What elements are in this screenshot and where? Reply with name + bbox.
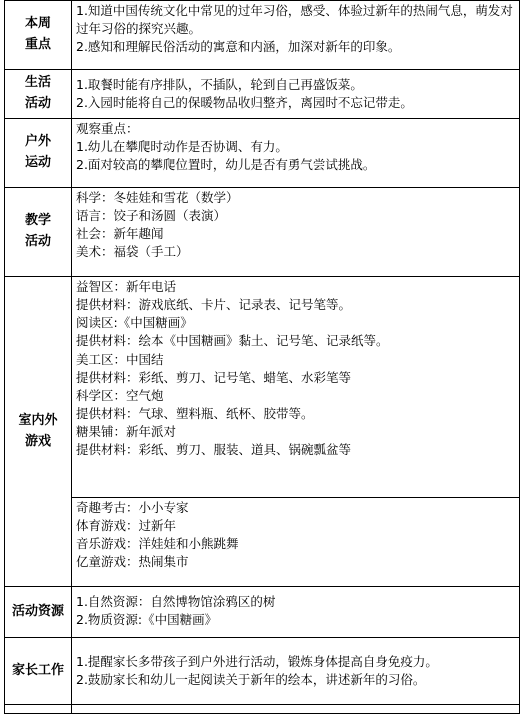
text-line: 糖果铺：新年派对	[76, 424, 177, 439]
label-line: 生活	[24, 75, 51, 91]
outdoor-games-content	[72, 498, 520, 587]
table-row	[5, 638, 520, 705]
label-line: 活动	[24, 96, 51, 111]
weekly-focus-content	[72, 1, 520, 70]
row-label-teaching	[5, 188, 72, 277]
table-row	[5, 498, 520, 587]
text-line: 1.知道中国传统文化中常见的过年习俗，感受、体验过新年的热闹气息，萌发对过年习俗的探究兴趣。	[76, 3, 513, 37]
table-row	[5, 277, 520, 498]
label-line: 运动	[24, 155, 51, 170]
table-row	[5, 188, 520, 277]
text-line: 提供材料：彩纸、剪刀、服装、道具、锅碗瓢盆等	[76, 442, 352, 458]
text-line: 益智区：新年电话	[76, 279, 177, 294]
text-line: 语言：饺子和汤圆（表演）	[76, 208, 227, 224]
text-line: 亿童游戏：热闹集市	[76, 554, 189, 570]
table-row	[5, 70, 520, 119]
table-row	[5, 705, 520, 714]
text-line: 2.感知和理解民俗活动的寓意和内涵，加深对新年的印象。	[76, 39, 401, 55]
daily-life-content	[72, 70, 520, 119]
text-line: 体育游戏：过新年	[76, 518, 177, 534]
label-line: 教学	[24, 213, 51, 229]
label-line: 游戏	[24, 433, 51, 449]
row-label-outdoor-sport	[5, 119, 72, 188]
empty-cell	[5, 705, 72, 714]
table-row	[5, 587, 520, 638]
label-line: 本周	[24, 16, 51, 32]
label-line: 户外	[24, 134, 51, 150]
text-line: 美工区：中国结	[76, 351, 164, 367]
indoor-games-content	[72, 277, 520, 498]
label-line: 室内外	[18, 412, 58, 428]
text-line: 奇趣考古：小小专家	[76, 500, 189, 515]
text-line: 社会：新年趣闻	[76, 226, 164, 242]
label-line: 家长工作	[11, 662, 64, 678]
label-line: 活动	[24, 234, 51, 249]
text-line: 2.面对较高的攀爬位置时，幼儿是否有勇气尝试挑战。	[76, 157, 376, 173]
text-line: 提供材料：彩纸、剪刀、记号笔、蜡笔、水彩笔等	[76, 369, 352, 385]
row-label-weekly-focus	[5, 1, 72, 70]
row-label-parents	[5, 638, 72, 705]
text-line: 1.自然资源：自然博物馆涂鸦区的树	[76, 594, 276, 609]
resources-content	[72, 587, 520, 638]
table-row	[5, 119, 520, 188]
text-line: 科学区：空气炮	[76, 387, 164, 403]
empty-cell	[72, 705, 520, 714]
text-line: 1.提醒家长多带孩子到户外进行活动，锻炼身体提高自身免疫力。	[76, 653, 438, 669]
label-line: 活动资源	[11, 603, 64, 619]
text-line: 阅读区:《中国糖画》	[76, 315, 193, 331]
text-line: 观察重点：	[76, 121, 139, 136]
text-line: 美术：福袋（手工）	[76, 244, 189, 260]
text-line: 2.入园时能将自己的保暖物品收归整齐，离园时不忘记带走。	[76, 95, 413, 111]
text-line: 科学：冬娃娃和雪花（数学）	[76, 190, 239, 205]
text-line: 提供材料：绘本《中国糖画》黏土、记号笔、记录纸等。	[76, 333, 389, 349]
row-label-games	[5, 277, 72, 587]
weekly-plan-table	[4, 0, 520, 714]
text-line: 2.鼓励家长和幼儿一起阅读关于新年的绘本，讲述新年的习俗。	[76, 672, 426, 687]
table-row	[5, 1, 520, 70]
text-line: 提供材料：气球、塑料瓶、纸杯、胶带等。	[76, 405, 314, 421]
teaching-content	[72, 188, 520, 277]
row-label-resources	[5, 587, 72, 638]
text-line: 1.幼儿在攀爬时动作是否协调、有力。	[76, 139, 288, 155]
row-label-daily-life	[5, 70, 72, 119]
text-line: 音乐游戏：洋娃娃和小熊跳舞	[76, 536, 239, 552]
text-line: 2.物质资源:《中国糖画》	[76, 612, 218, 628]
parents-content	[72, 638, 520, 705]
label-line: 重点	[24, 37, 51, 52]
text-line: 1.取餐时能有序排队，不插队，轮到自己再盛饭菜。	[76, 77, 363, 92]
outdoor-sport-content	[72, 119, 520, 188]
text-line: 提供材料：游戏底纸、卡片、记录表、记号笔等。	[76, 297, 352, 313]
